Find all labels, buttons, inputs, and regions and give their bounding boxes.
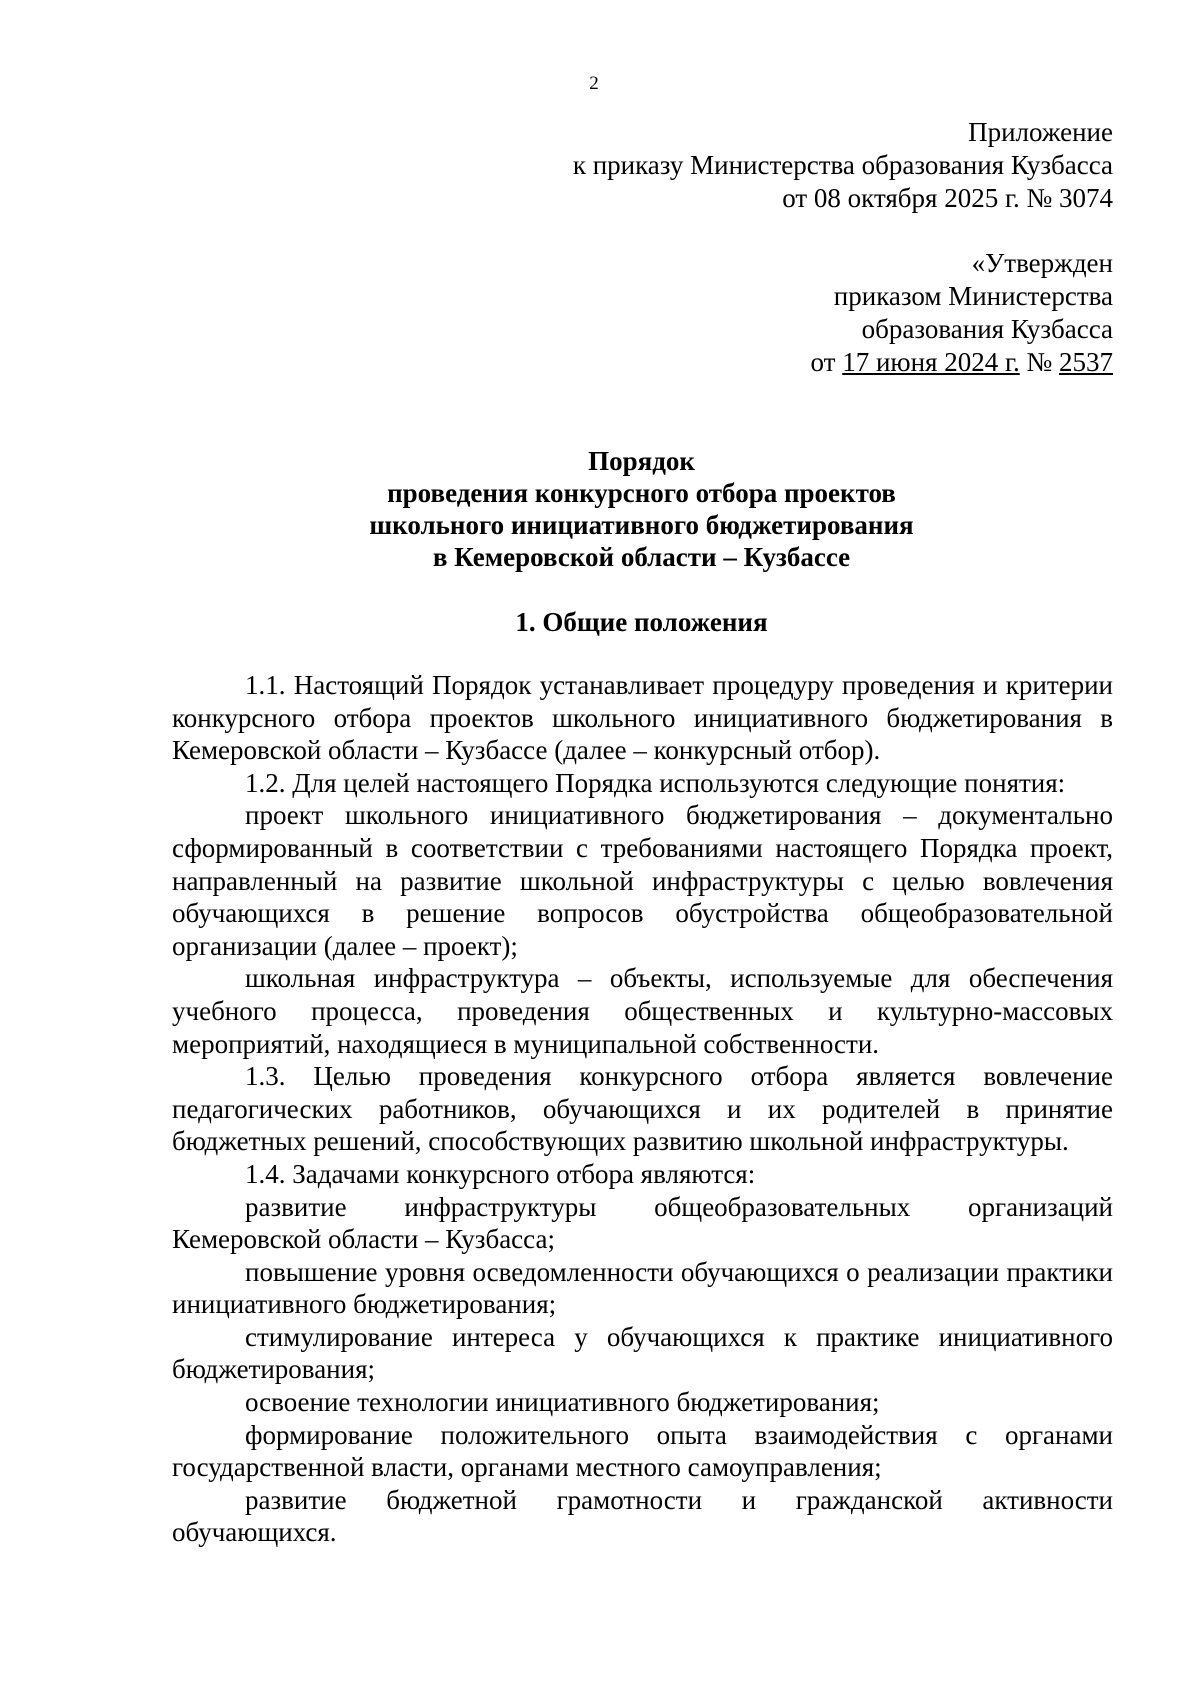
approval-line: образования Кузбасса (861, 314, 1113, 344)
paragraph: проект школьного инициативного бюджетирования – документально сформированный в соответствии с требованиями настоящего Порядка проект, направленный на развитие школьной инфраструктуры с целью вовлечения обучающихся в решение вопросов обустройства общеобразовательной организации (далее – проект); (172, 800, 1113, 961)
paragraph: освоение технологии инициативного бюджетирования; (245, 1387, 880, 1418)
appendix-line: от 08 октября 2025 г. № 3074 (782, 183, 1113, 213)
approval-line: приказом Министерства (833, 281, 1113, 311)
paragraph: школьная инфраструктура – объекты, используемые для обеспечения учебного процесса, проведения общественных и культурно-массовых мероприятий, находящиеся в муниципальной собственности. (172, 963, 1113, 1059)
title-line: в Кемеровской области – Кузбассе (432, 542, 851, 572)
approval-date: 17 июня 2024 г. (842, 347, 1020, 377)
paragraph: развитие бюджетной грамотности и гражданской активности обучающихся. (172, 1484, 1113, 1548)
document-title (170, 445, 1113, 573)
appendix-line: к приказу Министерства образования Кузбасса (572, 150, 1113, 180)
section-heading: 1. Общие положения (515, 607, 768, 637)
title-line: Порядок (588, 446, 695, 476)
title-line: проведения конкурсного отбора проектов (387, 478, 896, 508)
paragraph: 1.3. Целью проведения конкурсного отбора является вовлечение педагогических работников, обучающихся и их родителей в принятие бюджетных решений, способствующих развитию школьной инфраструктуры. (172, 1061, 1113, 1157)
page-number: 2 (589, 73, 599, 94)
title-line: школьного инициативного бюджетирования (369, 510, 914, 540)
approval-stamp-text (213, 247, 1113, 379)
paragraph: развитие инфраструктуры общеобразовательных организаций Кемеровской области – Кузбасса; (172, 1191, 1113, 1255)
paragraph: повышение уровня осведомленности обучающихся о реализации практики инициативного бюджетирования; (172, 1256, 1113, 1320)
paragraph: 1.4. Задачами конкурсного отбора являются: (245, 1158, 756, 1189)
body-text (172, 669, 1113, 1549)
paragraph: формирование положительного опыта взаимодействия с органами государственной власти, органами местного самоуправления; (172, 1419, 1113, 1483)
paragraph: 1.1. Настоящий Порядок устанавливает процедуру проведения и критерии конкурсного отбора проектов школьного инициативного бюджетирования в Кемеровской области – Кузбассе (далее – конкурсный отбор). (172, 670, 1113, 766)
approval-number: 2537 (1059, 347, 1113, 377)
appendix-header (213, 116, 1113, 215)
approval-date-line (213, 346, 1113, 379)
paragraph: 1.2. Для целей настоящего Порядка используются следующие понятия: (245, 767, 1066, 798)
paragraph: стимулирование интереса у обучающихся к практике инициативного бюджетирования; (172, 1321, 1113, 1385)
appendix-line: Приложение (968, 117, 1113, 147)
approval-number-sign: № (1019, 347, 1059, 377)
approval-line: «Утвержден (971, 248, 1113, 278)
approval-prefix: от (810, 347, 843, 377)
